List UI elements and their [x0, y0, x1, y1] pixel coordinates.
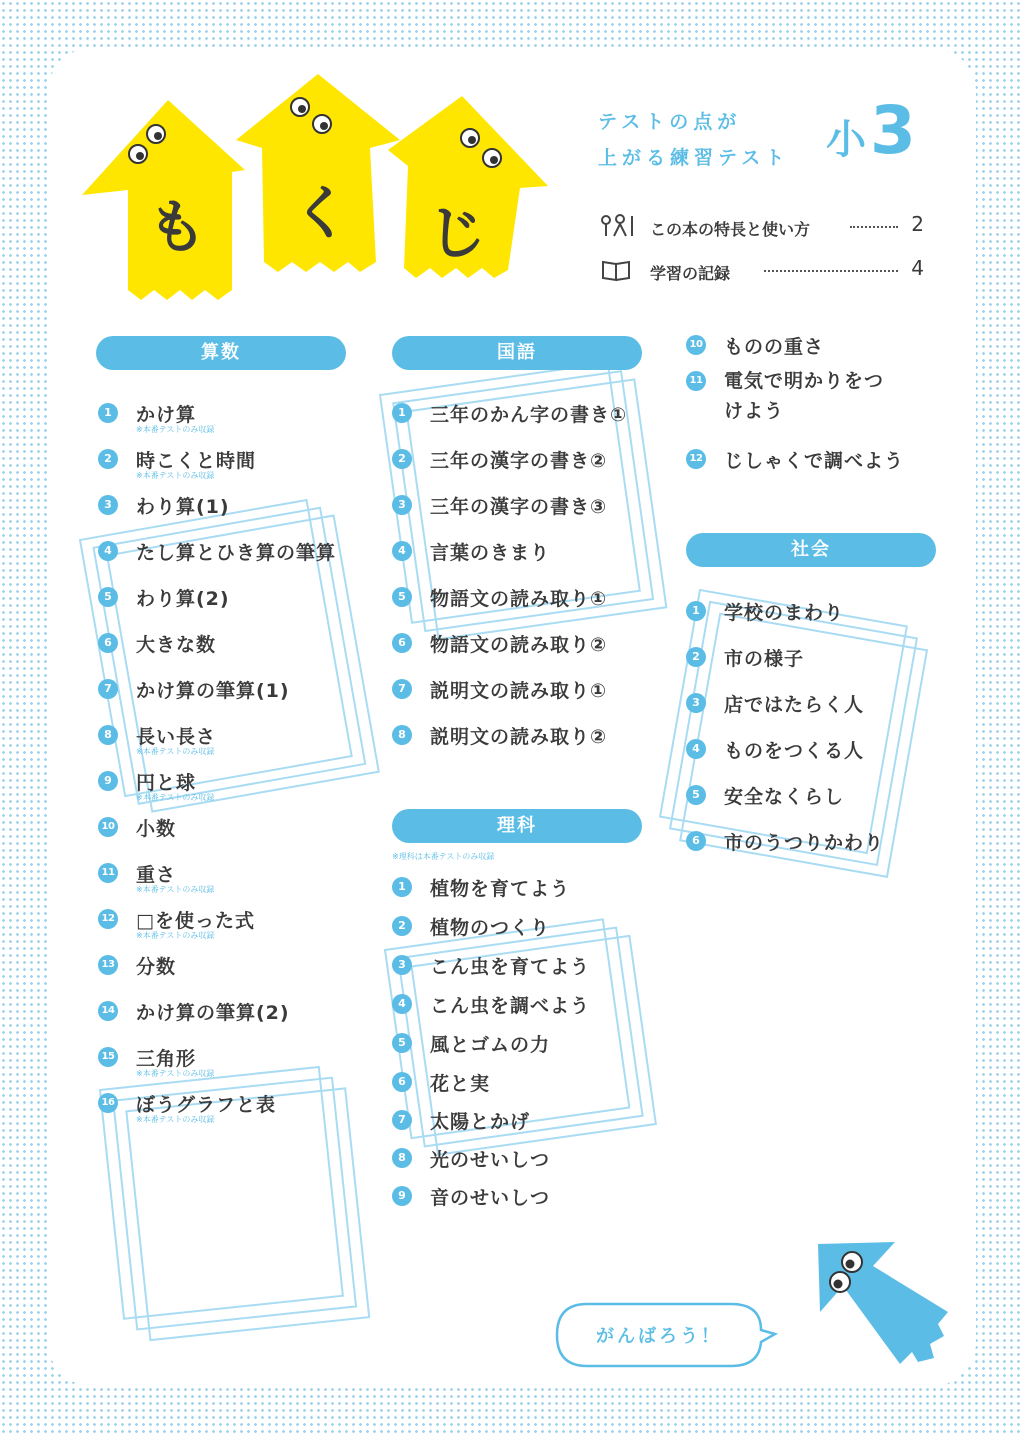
section-header-rika: 理科 [392, 809, 642, 843]
list-item[interactable] [98, 1044, 368, 1078]
title-char-ji: じ [428, 199, 487, 267]
item-title: 三角形 [136, 1048, 197, 1070]
item-note: ※本番テストのみ収録 [136, 425, 215, 434]
blue-arrow-mascot-icon [818, 1242, 948, 1364]
item-note: ※本番テストのみ収録 [136, 1069, 215, 1078]
item-number: 1 [686, 601, 706, 621]
item-number: 3 [686, 693, 706, 713]
item-number: 4 [98, 541, 118, 561]
info-label: この本の特長と使い方 [650, 220, 811, 239]
dot-leader [850, 226, 898, 228]
item-title: 市のうつりかわり [724, 832, 885, 854]
item-title: かけ算 [136, 404, 197, 426]
list-item[interactable] [98, 722, 368, 756]
list-item[interactable] [392, 584, 662, 618]
item-title: 光のせいしつ [430, 1149, 551, 1171]
item-title: 植物を育てよう [430, 878, 571, 900]
item-number: 5 [686, 785, 706, 805]
grade-prefix: 小 [826, 117, 866, 163]
item-title: かけ算の筆算(1) [136, 680, 290, 702]
item-number: 2 [98, 449, 118, 469]
item-title: 三年の漢字の書き② [430, 450, 608, 472]
item-title: 長い長さ [136, 726, 217, 748]
item-number: 7 [392, 679, 412, 699]
info-label: 学習の記録 [650, 264, 731, 283]
item-title: じしゃくで調べよう [724, 450, 905, 472]
list-item[interactable] [98, 906, 368, 940]
item-number: 3 [392, 495, 412, 515]
speech-bubble-text: がんばろう！ [596, 1326, 722, 1347]
item-title: 植物のつくり [430, 917, 551, 939]
item-title: 説明文の読み取り① [430, 680, 608, 702]
section-header-sansu: 算数 [96, 336, 346, 370]
list-item[interactable] [98, 538, 368, 572]
grade-label [826, 92, 916, 169]
item-title: かけ算の筆算(2) [136, 1002, 290, 1024]
info-page: 2 [911, 212, 924, 236]
item-number: 9 [392, 1186, 412, 1206]
item-title: 電気で明かりをつけよう [724, 370, 885, 422]
list-item[interactable] [392, 630, 662, 664]
item-number: 6 [392, 633, 412, 653]
list-item[interactable] [392, 492, 662, 526]
item-title: 太陽とかげ [430, 1111, 531, 1133]
item-note: ※本番テストのみ収録 [136, 885, 215, 894]
list-item[interactable] [392, 1107, 662, 1141]
item-title: ぼうグラフと表 [136, 1094, 277, 1116]
item-number: 1 [98, 403, 118, 423]
item-number: 7 [98, 679, 118, 699]
item-number: 8 [392, 1148, 412, 1168]
list-item[interactable] [98, 492, 368, 526]
item-number: 3 [98, 495, 118, 515]
item-number: 6 [686, 831, 706, 851]
item-title: 店ではたらく人 [724, 694, 865, 716]
subtitle-line2: 上がる練習テスト [598, 147, 790, 169]
tips-icon [600, 212, 636, 240]
list-item[interactable] [686, 332, 926, 366]
item-title: 物語文の読み取り① [430, 588, 608, 610]
item-title: □を使った式 [136, 910, 255, 932]
item-title: 重さ [136, 864, 177, 886]
item-title: 風とゴムの力 [430, 1034, 551, 1056]
item-number: 1 [392, 403, 412, 423]
item-number: 6 [392, 1072, 412, 1092]
item-number: 11 [686, 371, 706, 391]
list-item[interactable] [392, 1145, 662, 1179]
list-item[interactable] [392, 952, 662, 986]
item-title: 分数 [136, 956, 177, 978]
list-item[interactable] [392, 874, 662, 908]
item-number: 8 [98, 725, 118, 745]
item-title: 三年のかん字の書き① [430, 404, 628, 426]
list-item[interactable] [98, 446, 368, 480]
item-number: 10 [686, 335, 706, 355]
item-title: わり算(1) [136, 496, 230, 518]
item-title: わり算(2) [136, 588, 230, 610]
item-title: 物語文の読み取り② [430, 634, 608, 656]
item-number: 4 [686, 739, 706, 759]
item-number: 15 [98, 1047, 118, 1067]
item-number: 6 [98, 633, 118, 653]
item-number: 14 [98, 1001, 118, 1021]
item-title: 安全なくらし [724, 786, 845, 808]
item-title: 時こくと時間 [136, 450, 257, 472]
section-header-shakai: 社会 [686, 533, 936, 567]
item-number: 8 [392, 725, 412, 745]
item-title: こん虫を調べよう [430, 995, 591, 1017]
list-item[interactable] [98, 768, 368, 802]
item-number: 10 [98, 817, 118, 837]
item-number: 9 [98, 771, 118, 791]
list-item[interactable] [686, 736, 926, 770]
item-title: 説明文の読み取り② [430, 726, 608, 748]
info-row-record[interactable] [600, 256, 926, 286]
item-number: 5 [98, 587, 118, 607]
item-title: こん虫を育てよう [430, 956, 591, 978]
item-number: 1 [392, 877, 412, 897]
item-title: 学校のまわり [724, 602, 845, 624]
list-item[interactable] [392, 1069, 662, 1103]
item-title: 音のせいしつ [430, 1187, 551, 1209]
item-note: ※本番テストのみ収録 [136, 793, 215, 802]
section-header-kokugo: 国語 [392, 336, 642, 370]
item-note: ※本番テストのみ収録 [136, 1115, 215, 1124]
item-number: 16 [98, 1093, 118, 1113]
title-char-ku: く [292, 179, 351, 247]
item-title: 円と球 [136, 772, 197, 794]
list-item[interactable] [98, 676, 368, 710]
item-title: 市の様子 [724, 648, 805, 670]
list-item[interactable] [98, 630, 368, 664]
book-title [598, 104, 789, 176]
info-row-features[interactable] [600, 212, 926, 242]
list-item[interactable] [98, 400, 368, 434]
list-item[interactable] [392, 722, 662, 756]
list-item[interactable] [686, 368, 885, 432]
item-number: 4 [392, 994, 412, 1014]
book-icon [600, 256, 634, 284]
subtitle-line1: テストの点が [598, 111, 742, 133]
item-number: 12 [686, 449, 706, 469]
item-number: 5 [392, 1033, 412, 1053]
list-item[interactable] [392, 400, 662, 434]
list-item[interactable] [98, 814, 368, 848]
item-number: 2 [392, 449, 412, 469]
item-number: 2 [686, 647, 706, 667]
list-item[interactable] [392, 1183, 662, 1217]
item-title: 言葉のきまり [430, 542, 551, 564]
item-title: 三年の漢字の書き③ [430, 496, 608, 518]
list-item[interactable] [392, 913, 662, 947]
item-note: ※本番テストのみ収録 [136, 471, 215, 480]
item-title: ものの重さ [724, 336, 825, 358]
info-page: 4 [911, 256, 924, 280]
list-item[interactable] [98, 860, 368, 894]
list-item[interactable] [392, 538, 662, 572]
item-number: 5 [392, 587, 412, 607]
dot-leader [764, 270, 898, 272]
list-item[interactable] [686, 690, 926, 724]
item-title: ものをつくる人 [724, 740, 865, 762]
item-title: 大きな数 [136, 634, 217, 656]
list-item[interactable] [392, 1030, 662, 1064]
grade-number: 3 [870, 92, 916, 169]
list-item[interactable] [686, 446, 926, 480]
list-item[interactable] [686, 598, 926, 632]
rika-note: ※理科は本番テストのみ収録 [392, 852, 495, 861]
item-title: たし算とひき算の筆算 [136, 542, 337, 564]
list-item[interactable] [686, 828, 926, 862]
list-item[interactable] [686, 782, 926, 816]
title-char-mo: も [148, 193, 207, 261]
list-item[interactable] [98, 584, 368, 618]
item-note: ※本番テストのみ収録 [136, 931, 215, 940]
list-item[interactable] [392, 676, 662, 710]
list-item[interactable] [98, 952, 368, 986]
list-item[interactable] [686, 644, 926, 678]
list-item[interactable] [98, 998, 368, 1032]
item-number: 13 [98, 955, 118, 975]
list-item[interactable] [392, 991, 662, 1025]
item-number: 11 [98, 863, 118, 883]
item-number: 3 [392, 955, 412, 975]
item-number: 12 [98, 909, 118, 929]
item-number: 2 [392, 916, 412, 936]
list-item[interactable] [98, 1090, 368, 1124]
item-number: 7 [392, 1110, 412, 1130]
item-number: 4 [392, 541, 412, 561]
item-title: 花と実 [430, 1073, 491, 1095]
item-note: ※本番テストのみ収録 [136, 747, 215, 756]
item-title: 小数 [136, 818, 177, 840]
speech-bubble [555, 1302, 763, 1368]
list-item[interactable] [392, 446, 662, 480]
